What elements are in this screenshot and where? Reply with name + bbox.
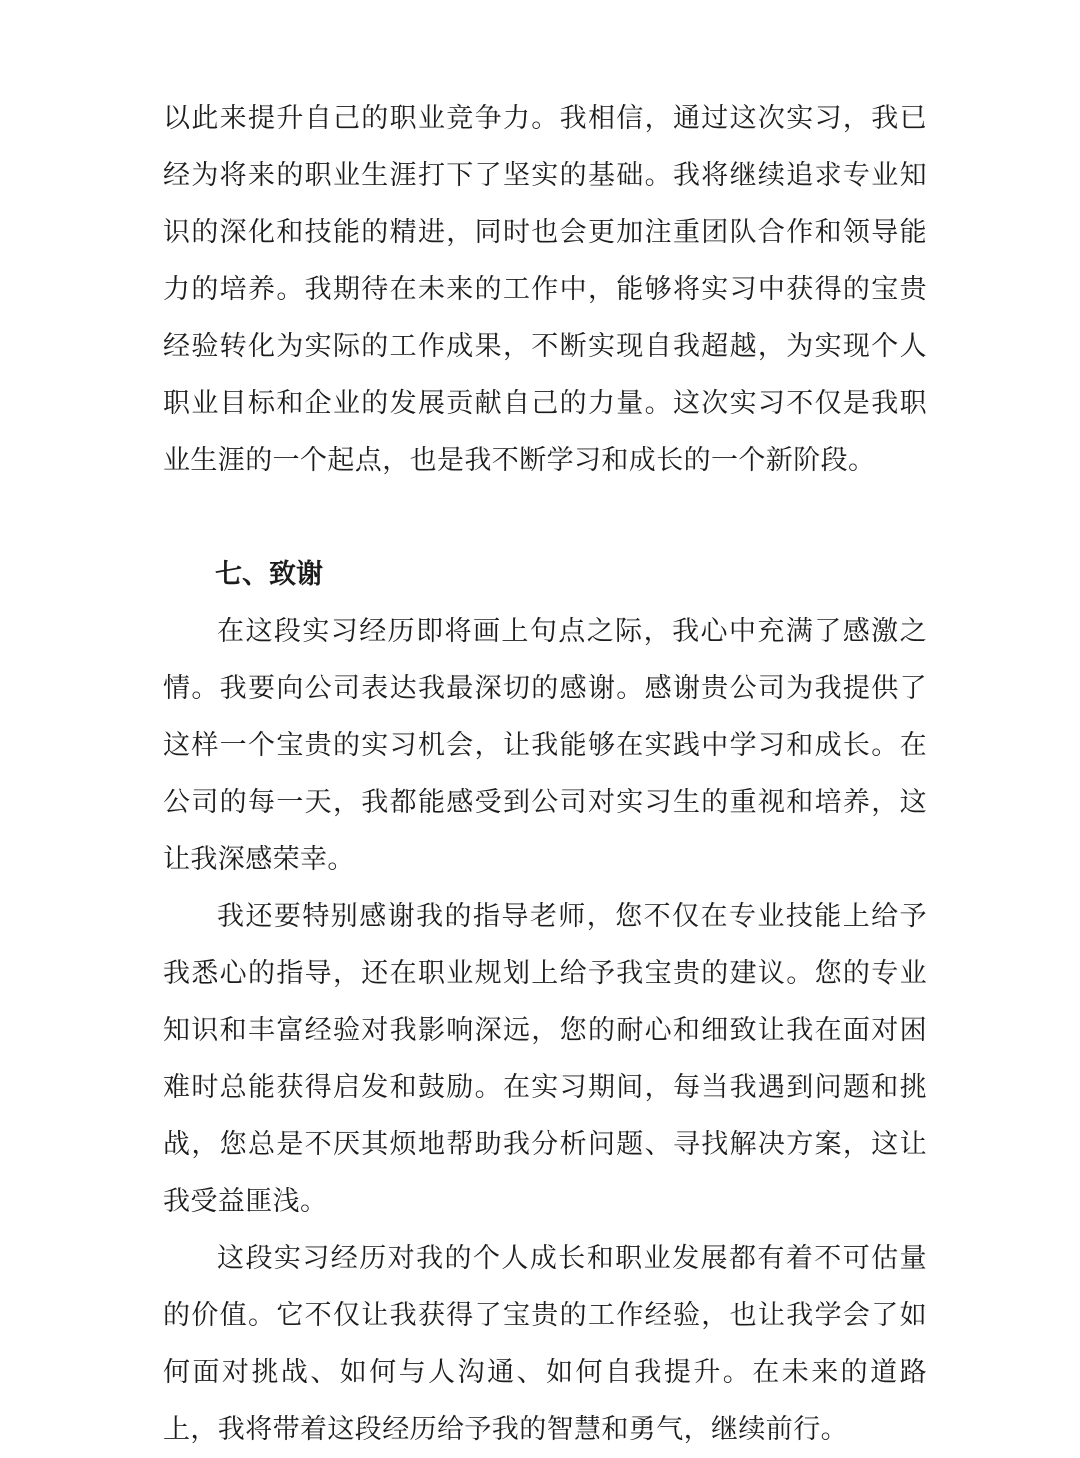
- document-body: [163, 90, 927, 1458]
- acknowledgement-paragraph-3: 这段实习经历对我的个人成长和职业发展都有着不可估量的价值。它不仅让我获得了宝贵的工作经验，也让我学会了如何面对挑战、如何与人沟通、如何自我提升。在未来的道路上，我将带着这段经历给予我的智慧和勇气，继续前行。: [163, 1243, 927, 1445]
- acknowledgement-paragraph-1: 在这段实习经历即将画上句点之际，我心中充满了感激之情。我要向公司表达我最深切的感谢。感谢贵公司为我提供了这样一个宝贵的实习机会，让我能够在实践中学习和成长。在公司的每一天，我都能感受到公司对实习生的重视和培养，这让我深感荣幸。: [163, 616, 927, 875]
- section-heading-acknowledgements: 七、致谢: [215, 559, 323, 590]
- continued-paragraph: 以此来提升自己的职业竞争力。我相信，通过这次实习，我已经为将来的职业生涯打下了坚实的基础。我将继续追求专业知识的深化和技能的精进，同时也会更加注重团队合作和领导能力的培养。我期待在未来的工作中，能够将实习中获得的宝贵经验转化为实际的工作成果，不断实现自我超越，为实现个人职业目标和企业的发展贡献自己的力量。这次实习不仅是我职业生涯的一个起点，也是我不断学习和成长的一个新阶段。: [163, 103, 927, 476]
- acknowledgement-paragraph-2: 我还要特别感谢我的指导老师，您不仅在专业技能上给予我悉心的指导，还在职业规划上给予我宝贵的建议。您的专业知识和丰富经验对我影响深远，您的耐心和细致让我在面对困难时总能获得启发和鼓励。在实习期间，每当我遇到问题和挑战，您总是不厌其烦地帮助我分析问题、寻找解决方案，这让我受益匪浅。: [163, 901, 927, 1217]
